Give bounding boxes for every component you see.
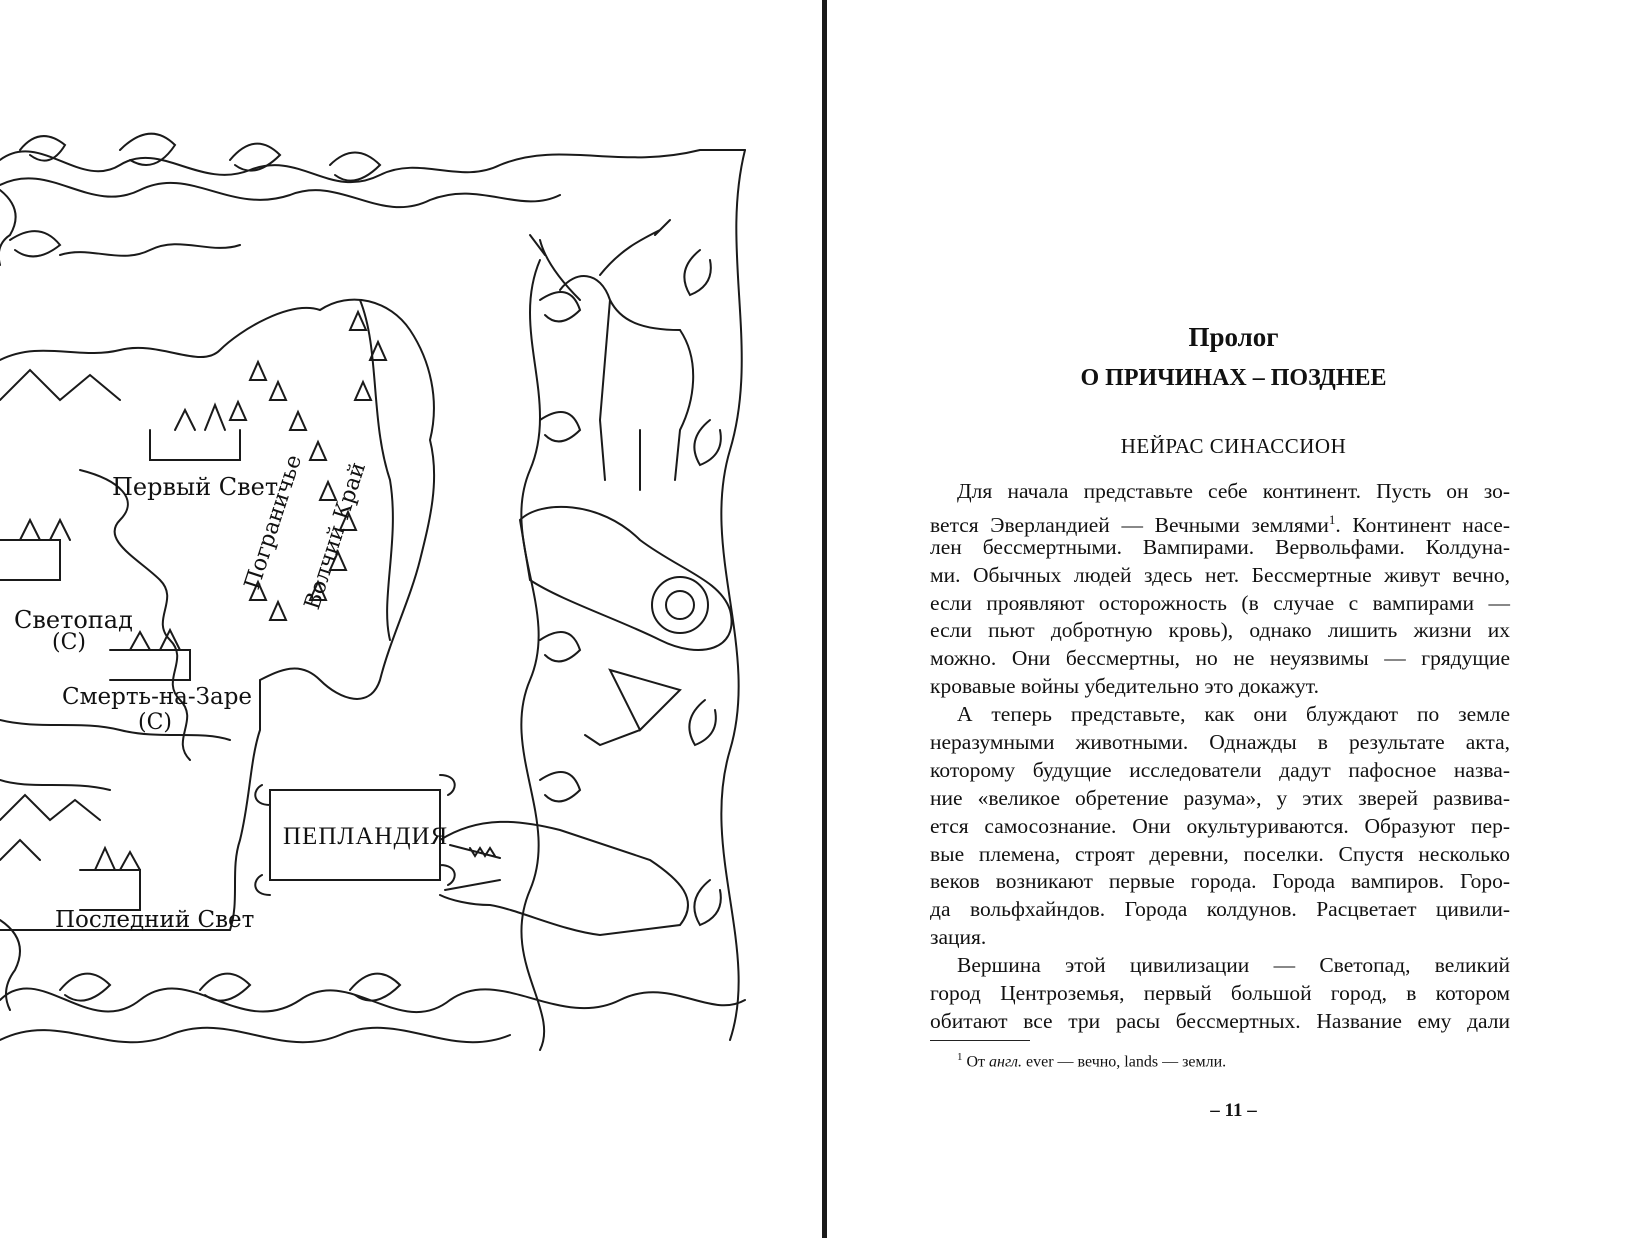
text-line: лен бессмертными. Вампирами. Вервольфами. Колдуна- [930, 534, 1510, 559]
label-peplandia: ПЕПЛАНДИЯ [283, 823, 449, 850]
text-line: обитают все три расы бессмертных. Название ему дали [930, 1008, 1510, 1033]
page-number: – 11 – [1210, 1100, 1257, 1121]
crocodile-drawing [440, 822, 688, 935]
goblet-drawing [585, 670, 680, 745]
text-line: ется самосознание. Они окультуриваются. Образуют пер- [930, 813, 1510, 838]
chapter-subtitle: О ПРИЧИНАХ – ПОЗДНЕЕ [1080, 365, 1387, 391]
text-line: если пьют добротную кровь), однако лишить жизни их [930, 618, 1510, 643]
footnote-rule [930, 1040, 1030, 1041]
body-text [930, 478, 1510, 1036]
footnote-marker: 1 [1328, 511, 1336, 527]
footnote-text: ever — вечно, lands — земли. [1026, 1053, 1227, 1071]
frame-right-vines [721, 150, 745, 1040]
label-last-light: Последний Свет [55, 907, 255, 933]
frame-top-scroll [0, 150, 745, 182]
text-line: зация. [930, 925, 987, 950]
castle-first-light [150, 405, 240, 460]
text-line: веков возникают первые города. Города вампиров. Горо- [930, 869, 1510, 894]
label-death-at-dawn-c: (С) [138, 710, 172, 735]
label-lightfall-c: (С) [52, 630, 86, 655]
cannon-drawing [520, 507, 732, 650]
text-line: Для начала представьте себе континент. Пусть он зо- [957, 479, 1510, 503]
footnote [957, 1051, 1226, 1071]
text-line: ние «великое обретение разума», у этих зверей развива- [930, 785, 1510, 810]
text-line: Вершина этой цивилизации — Светопад, великий [957, 953, 1510, 978]
footnote-prefix: От [966, 1053, 986, 1071]
text-line: город Центроземья, первый большой город, в котором [930, 981, 1510, 1006]
text-line: ми. Обычных людей здесь нет. Бессмертные живут вечно, [930, 562, 1510, 587]
castle-lightfall [0, 520, 70, 580]
text-line: можно. Они бессмертны, но не неуязвимы — грядущие [930, 646, 1510, 671]
text-line: неразумными животными. Однажды в результате акта, [930, 730, 1510, 755]
text-line: если проявляют осторожность (в случае с вампирами — [930, 590, 1510, 615]
label-borderland: Пограничье [240, 451, 308, 593]
text-line: да вольфхайндов. Города колдунов. Расцветает цивили- [930, 897, 1510, 922]
text-line: вые племена, строят деревни, поселки. Спустя несколько [930, 841, 1510, 866]
label-lightfall: Светопад [14, 606, 133, 634]
label-wolf-edge: Волчий Край [300, 459, 372, 613]
text-line: вется Эверландией — Вечными землями$^1$. Континент насе- [930, 511, 1510, 538]
chapter-title: Пролог [1188, 322, 1279, 352]
footnote-number: 1 [957, 1051, 963, 1063]
castle-last-light [80, 848, 140, 910]
text-line: которому будущие исследователи дадут пафосное назва- [930, 757, 1510, 782]
label-first-light: Первый Свет [112, 473, 279, 501]
text-page [827, 0, 1640, 1238]
label-death-at-dawn: Смерть-на-Заре [62, 684, 253, 710]
footnote-lang: англ. [989, 1053, 1022, 1071]
text-line: кровавые войны убедительно это докажут. [930, 674, 1319, 699]
text-line: А теперь представьте, как они блуждают по земле [957, 702, 1510, 727]
pov-heading: НЕЙРАС СИНАССИОН [1120, 434, 1347, 458]
stag-drawing [530, 220, 693, 490]
